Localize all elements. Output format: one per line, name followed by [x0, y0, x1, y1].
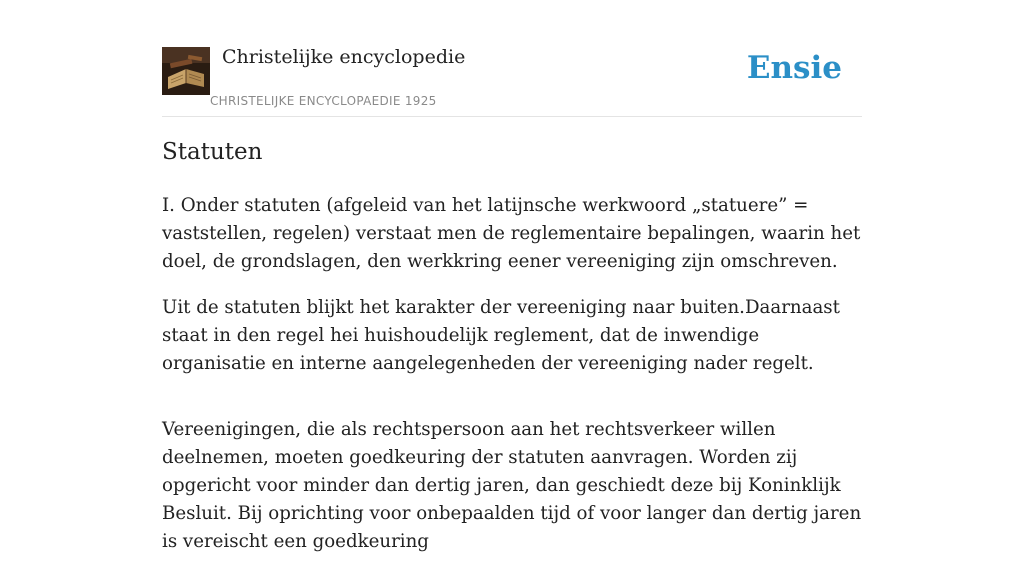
- source-avatar[interactable]: [162, 47, 210, 95]
- article-paragraph: Vereenigingen, die als rechtspersoon aan het rechtsverkeer willen deelnemen, moeten goedkeuring der statuten aanvragen. Worden zij opgericht voor minder dan dertig jaren, dan geschiedt deze bij Koninklijk Besluit. Bij oprichting voor onbepaalden tijd of voor langer dan dertig jaren is vereischt een goedkeuring: [162, 419, 862, 552]
- article-paragraph: Uit de statuten blijkt het karakter der vereeniging naar buiten.Daarnaast staat in den regel hei huishoudelijk reglement, dat de inwendige organisatie en interne aangelegenheden der vereeniging nader regelt.: [162, 297, 840, 374]
- source-title-link[interactable]: Christelijke encyclopedie: [222, 46, 466, 68]
- page-header: [162, 44, 862, 117]
- source-subtitle: CHRISTELIJKE ENCYCLOPAEDIE 1925: [210, 94, 437, 108]
- article-title: Statuten: [162, 139, 263, 165]
- article-paragraph: I. Onder statuten (afgeleid van het latijnsche werkwoord „statuere” = vaststellen, regelen) verstaat men de reglementaire bepalingen, waarin het doel, de grondslagen, den werkkring eener vereeniging zijn omschreven.: [162, 195, 861, 272]
- article-body: [162, 192, 862, 574]
- ensie-logo-link[interactable]: Ensie: [746, 50, 842, 86]
- open-book-icon: [162, 47, 210, 95]
